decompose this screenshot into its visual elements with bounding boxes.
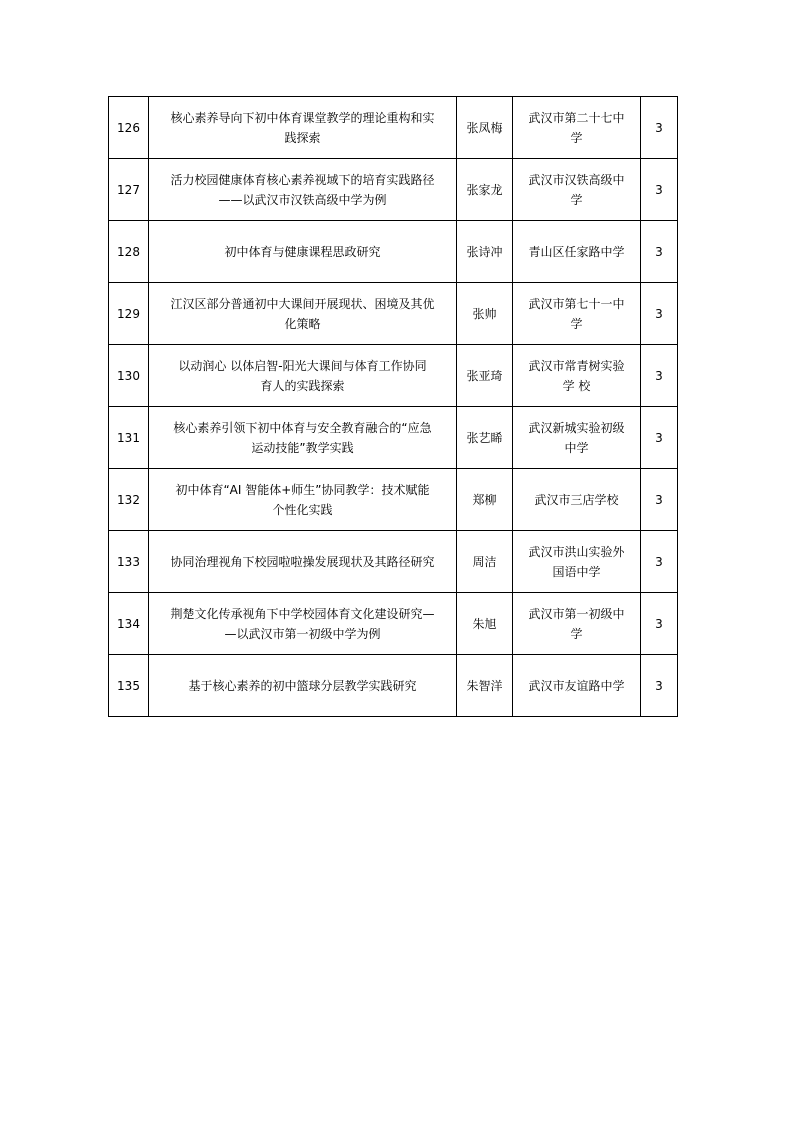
- score-value: 3: [641, 345, 678, 407]
- author-name: 张诗冲: [457, 221, 513, 283]
- row-number: 133: [109, 531, 149, 593]
- row-number: 135: [109, 655, 149, 717]
- school-name: 武汉新城实验初级 中学: [513, 407, 641, 469]
- project-title: 以动润心 以体启智-阳光大课间与体育工作协同 育人的实践探索: [149, 345, 457, 407]
- score-value: 3: [641, 469, 678, 531]
- row-number: 131: [109, 407, 149, 469]
- project-title: 活力校园健康体育核心素养视域下的培育实践路径 ——以武汉市汉铁高级中学为例: [149, 159, 457, 221]
- author-name: 张凤梅: [457, 97, 513, 159]
- author-name: 周洁: [457, 531, 513, 593]
- school-name: 武汉市第七十一中 学: [513, 283, 641, 345]
- author-name: 张艺睎: [457, 407, 513, 469]
- score-value: 3: [641, 97, 678, 159]
- table-row: [109, 221, 678, 283]
- author-name: 朱旭: [457, 593, 513, 655]
- school-name: 武汉市汉铁高级中 学: [513, 159, 641, 221]
- table-row: [109, 593, 678, 655]
- row-number: 130: [109, 345, 149, 407]
- school-name: 武汉市三店学校: [513, 469, 641, 531]
- project-table: [108, 96, 678, 717]
- score-value: 3: [641, 531, 678, 593]
- score-value: 3: [641, 283, 678, 345]
- table-row: [109, 345, 678, 407]
- table-row: [109, 407, 678, 469]
- table-row: [109, 283, 678, 345]
- table-row: [109, 469, 678, 531]
- project-title: 初中体育“AI 智能体+师生”协同教学：技术赋能 个性化实践: [149, 469, 457, 531]
- row-number: 129: [109, 283, 149, 345]
- project-title: 基于核心素养的初中篮球分层教学实践研究: [149, 655, 457, 717]
- score-value: 3: [641, 159, 678, 221]
- school-name: 武汉市洪山实验外 国语中学: [513, 531, 641, 593]
- score-value: 3: [641, 593, 678, 655]
- row-number: 132: [109, 469, 149, 531]
- project-title: 初中体育与健康课程思政研究: [149, 221, 457, 283]
- school-name: 武汉市第二十七中 学: [513, 97, 641, 159]
- school-name: 武汉市第一初级中 学: [513, 593, 641, 655]
- school-name: 青山区任家路中学: [513, 221, 641, 283]
- score-value: 3: [641, 221, 678, 283]
- project-title: 核心素养导向下初中体育课堂教学的理论重构和实 践探索: [149, 97, 457, 159]
- project-title: 江汉区部分普通初中大课间开展现状、困境及其优 化策略: [149, 283, 457, 345]
- score-value: 3: [641, 655, 678, 717]
- author-name: 朱智洋: [457, 655, 513, 717]
- author-name: 郑柳: [457, 469, 513, 531]
- row-number: 128: [109, 221, 149, 283]
- table-row: [109, 159, 678, 221]
- row-number: 134: [109, 593, 149, 655]
- project-title: 协同治理视角下校园啦啦操发展现状及其路径研究: [149, 531, 457, 593]
- row-number: 126: [109, 97, 149, 159]
- project-title: 荆楚文化传承视角下中学校园体育文化建设研究— —以武汉市第一初级中学为例: [149, 593, 457, 655]
- row-number: 127: [109, 159, 149, 221]
- author-name: 张亚琦: [457, 345, 513, 407]
- school-name: 武汉市常青树实验 学 校: [513, 345, 641, 407]
- project-title: 核心素养引领下初中体育与安全教育融合的“应急 运动技能”教学实践: [149, 407, 457, 469]
- table-row: [109, 531, 678, 593]
- author-name: 张家龙: [457, 159, 513, 221]
- author-name: 张帅: [457, 283, 513, 345]
- table-row: [109, 97, 678, 159]
- table-row: [109, 655, 678, 717]
- score-value: 3: [641, 407, 678, 469]
- school-name: 武汉市友谊路中学: [513, 655, 641, 717]
